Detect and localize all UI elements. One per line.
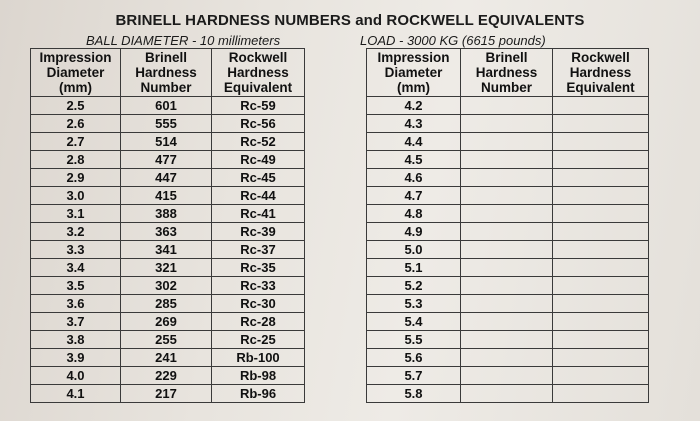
table-row <box>367 223 649 241</box>
brinell-cell: 555 <box>121 115 212 133</box>
brinell-cell: 269 <box>121 313 212 331</box>
rockwell-cell: Rc-45 <box>212 169 305 187</box>
header-line: Impression <box>377 50 450 65</box>
brinell-cell: 477 <box>121 151 212 169</box>
rockwell-cell <box>553 115 649 133</box>
rockwell-cell: Rc-33 <box>212 277 305 295</box>
brinell-cell <box>461 295 553 313</box>
header-line: Number <box>480 80 532 95</box>
diameter-cell: 5.3 <box>367 295 461 313</box>
rockwell-cell: Rc-30 <box>212 295 305 313</box>
rockwell-cell: Rc-39 <box>212 223 305 241</box>
table-row <box>31 295 305 313</box>
left-hardness-table <box>30 48 305 403</box>
rockwell-cell: Rc-25 <box>212 331 305 349</box>
load-subtitle: LOAD - 3000 KG (6615 pounds) <box>360 33 546 48</box>
header-line: Rockwell <box>228 50 288 65</box>
brinell-cell: 321 <box>121 259 212 277</box>
rockwell-cell <box>553 367 649 385</box>
brinell-cell: 415 <box>121 187 212 205</box>
header-impression-diameter <box>31 49 121 97</box>
diameter-cell: 4.6 <box>367 169 461 187</box>
rockwell-cell: Rc-56 <box>212 115 305 133</box>
rockwell-cell: Rb-98 <box>212 367 305 385</box>
table-row <box>367 169 649 187</box>
table-row <box>367 187 649 205</box>
rockwell-cell <box>553 259 649 277</box>
diameter-cell: 4.5 <box>367 151 461 169</box>
table-row <box>31 367 305 385</box>
table-row <box>367 277 649 295</box>
table-row <box>367 259 649 277</box>
brinell-cell: 601 <box>121 97 212 115</box>
table-row <box>31 133 305 151</box>
table-row <box>31 115 305 133</box>
table-row <box>367 367 649 385</box>
header-row <box>31 49 305 97</box>
header-row <box>367 49 649 97</box>
right-hardness-table <box>366 48 649 403</box>
brinell-cell <box>461 115 553 133</box>
table-row <box>31 349 305 367</box>
diameter-cell: 5.4 <box>367 313 461 331</box>
rockwell-cell: Rc-41 <box>212 205 305 223</box>
brinell-cell <box>461 223 553 241</box>
rockwell-cell <box>553 295 649 313</box>
diameter-cell: 5.8 <box>367 385 461 403</box>
header-line: Diameter <box>46 65 105 80</box>
rockwell-cell <box>553 187 649 205</box>
rockwell-cell <box>553 385 649 403</box>
brinell-cell: 217 <box>121 385 212 403</box>
brinell-cell: 341 <box>121 241 212 259</box>
diameter-cell: 5.0 <box>367 241 461 259</box>
diameter-cell: 3.6 <box>31 295 121 313</box>
chart-title: BRINELL HARDNESS NUMBERS and ROCKWELL EQUIVALENTS <box>115 12 585 29</box>
brinell-cell: 447 <box>121 169 212 187</box>
rockwell-cell <box>553 223 649 241</box>
brinell-cell <box>461 313 553 331</box>
table-row <box>31 385 305 403</box>
header-impression-diameter <box>367 49 461 97</box>
brinell-cell <box>461 259 553 277</box>
table-row <box>367 151 649 169</box>
header-line: Hardness <box>135 65 197 80</box>
diameter-cell: 3.1 <box>31 205 121 223</box>
diameter-cell: 2.8 <box>31 151 121 169</box>
ball-diameter-subtitle: BALL DIAMETER - 10 millimeters <box>86 33 281 48</box>
diameter-cell: 4.1 <box>31 385 121 403</box>
diameter-cell: 3.0 <box>31 187 121 205</box>
diameter-cell: 2.7 <box>31 133 121 151</box>
rockwell-cell <box>553 277 649 295</box>
table-row <box>31 259 305 277</box>
rockwell-cell <box>553 205 649 223</box>
table-row <box>367 241 649 259</box>
header-line: Impression <box>39 50 112 65</box>
rockwell-cell <box>553 241 649 259</box>
table-row <box>31 241 305 259</box>
table-row <box>31 277 305 295</box>
header-line: Number <box>140 80 192 95</box>
diameter-cell: 2.5 <box>31 97 121 115</box>
rockwell-cell <box>553 133 649 151</box>
brinell-cell <box>461 241 553 259</box>
rockwell-cell <box>553 313 649 331</box>
table-row <box>367 115 649 133</box>
table-row <box>31 331 305 349</box>
header-line: (mm) <box>397 80 430 95</box>
header-line: Hardness <box>475 65 538 80</box>
diameter-cell: 3.3 <box>31 241 121 259</box>
brinell-cell <box>461 151 553 169</box>
table-row <box>367 97 649 115</box>
brinell-cell: 363 <box>121 223 212 241</box>
brinell-cell <box>461 169 553 187</box>
diameter-cell: 3.4 <box>31 259 121 277</box>
brinell-cell <box>461 133 553 151</box>
diameter-cell: 4.4 <box>367 133 461 151</box>
header-brinell-number <box>461 49 553 97</box>
diameter-cell: 5.7 <box>367 367 461 385</box>
table-row <box>31 223 305 241</box>
table-row <box>31 205 305 223</box>
rockwell-cell <box>553 97 649 115</box>
rockwell-cell: Rc-28 <box>212 313 305 331</box>
diameter-cell: 3.7 <box>31 313 121 331</box>
table-row <box>367 205 649 223</box>
table-row <box>367 313 649 331</box>
diameter-cell: 4.2 <box>367 97 461 115</box>
diameter-cell: 4.7 <box>367 187 461 205</box>
rockwell-cell: Rb-100 <box>212 349 305 367</box>
rockwell-cell: Rb-96 <box>212 385 305 403</box>
rockwell-cell: Rc-59 <box>212 97 305 115</box>
header-line: Brinell <box>485 50 528 65</box>
brinell-cell <box>461 277 553 295</box>
table-row <box>367 385 649 403</box>
rockwell-cell <box>553 169 649 187</box>
table-row <box>31 313 305 331</box>
diameter-cell: 2.9 <box>31 169 121 187</box>
table-row <box>367 295 649 313</box>
table-row <box>31 151 305 169</box>
diameter-cell: 2.6 <box>31 115 121 133</box>
brinell-cell <box>461 385 553 403</box>
header-line: Equivalent <box>223 80 293 95</box>
brinell-cell <box>461 187 553 205</box>
diameter-cell: 3.9 <box>31 349 121 367</box>
left-table-body <box>31 97 305 403</box>
diameter-cell: 4.0 <box>31 367 121 385</box>
rockwell-cell: Rc-35 <box>212 259 305 277</box>
brinell-cell: 229 <box>121 367 212 385</box>
diameter-cell: 5.6 <box>367 349 461 367</box>
brinell-cell: 285 <box>121 295 212 313</box>
header-line: Equivalent <box>566 80 635 95</box>
brinell-cell <box>461 205 553 223</box>
diameter-cell: 4.9 <box>367 223 461 241</box>
rockwell-cell: Rc-44 <box>212 187 305 205</box>
table-row <box>367 331 649 349</box>
brinell-cell: 302 <box>121 277 212 295</box>
rockwell-cell <box>553 151 649 169</box>
brinell-cell: 388 <box>121 205 212 223</box>
header-line: Diameter <box>384 65 443 80</box>
header-brinell-number <box>121 49 212 97</box>
diameter-cell: 5.5 <box>367 331 461 349</box>
brinell-cell <box>461 97 553 115</box>
header-rockwell-equivalent <box>212 49 305 97</box>
diameter-cell: 3.5 <box>31 277 121 295</box>
rockwell-cell: Rc-49 <box>212 151 305 169</box>
diameter-cell: 3.8 <box>31 331 121 349</box>
right-table-body <box>367 97 649 403</box>
brinell-cell: 255 <box>121 331 212 349</box>
diameter-cell: 5.1 <box>367 259 461 277</box>
brinell-cell: 241 <box>121 349 212 367</box>
header-line: Brinell <box>144 50 187 65</box>
diameter-cell: 3.2 <box>31 223 121 241</box>
brinell-cell <box>461 331 553 349</box>
brinell-cell <box>461 367 553 385</box>
rockwell-cell <box>553 331 649 349</box>
header-line: Hardness <box>227 65 289 80</box>
rockwell-cell: Rc-37 <box>212 241 305 259</box>
table-row <box>367 349 649 367</box>
diameter-cell: 4.3 <box>367 115 461 133</box>
header-line: Hardness <box>569 65 632 80</box>
header-rockwell-equivalent <box>553 49 649 97</box>
rockwell-cell <box>553 349 649 367</box>
rockwell-cell: Rc-52 <box>212 133 305 151</box>
table-row <box>31 187 305 205</box>
table-row <box>31 169 305 187</box>
diameter-cell: 5.2 <box>367 277 461 295</box>
header-line: Rockwell <box>571 50 630 65</box>
table-row <box>31 97 305 115</box>
header-line: (mm) <box>59 80 92 95</box>
brinell-cell <box>461 349 553 367</box>
brinell-cell: 514 <box>121 133 212 151</box>
diameter-cell: 4.8 <box>367 205 461 223</box>
table-row <box>367 133 649 151</box>
